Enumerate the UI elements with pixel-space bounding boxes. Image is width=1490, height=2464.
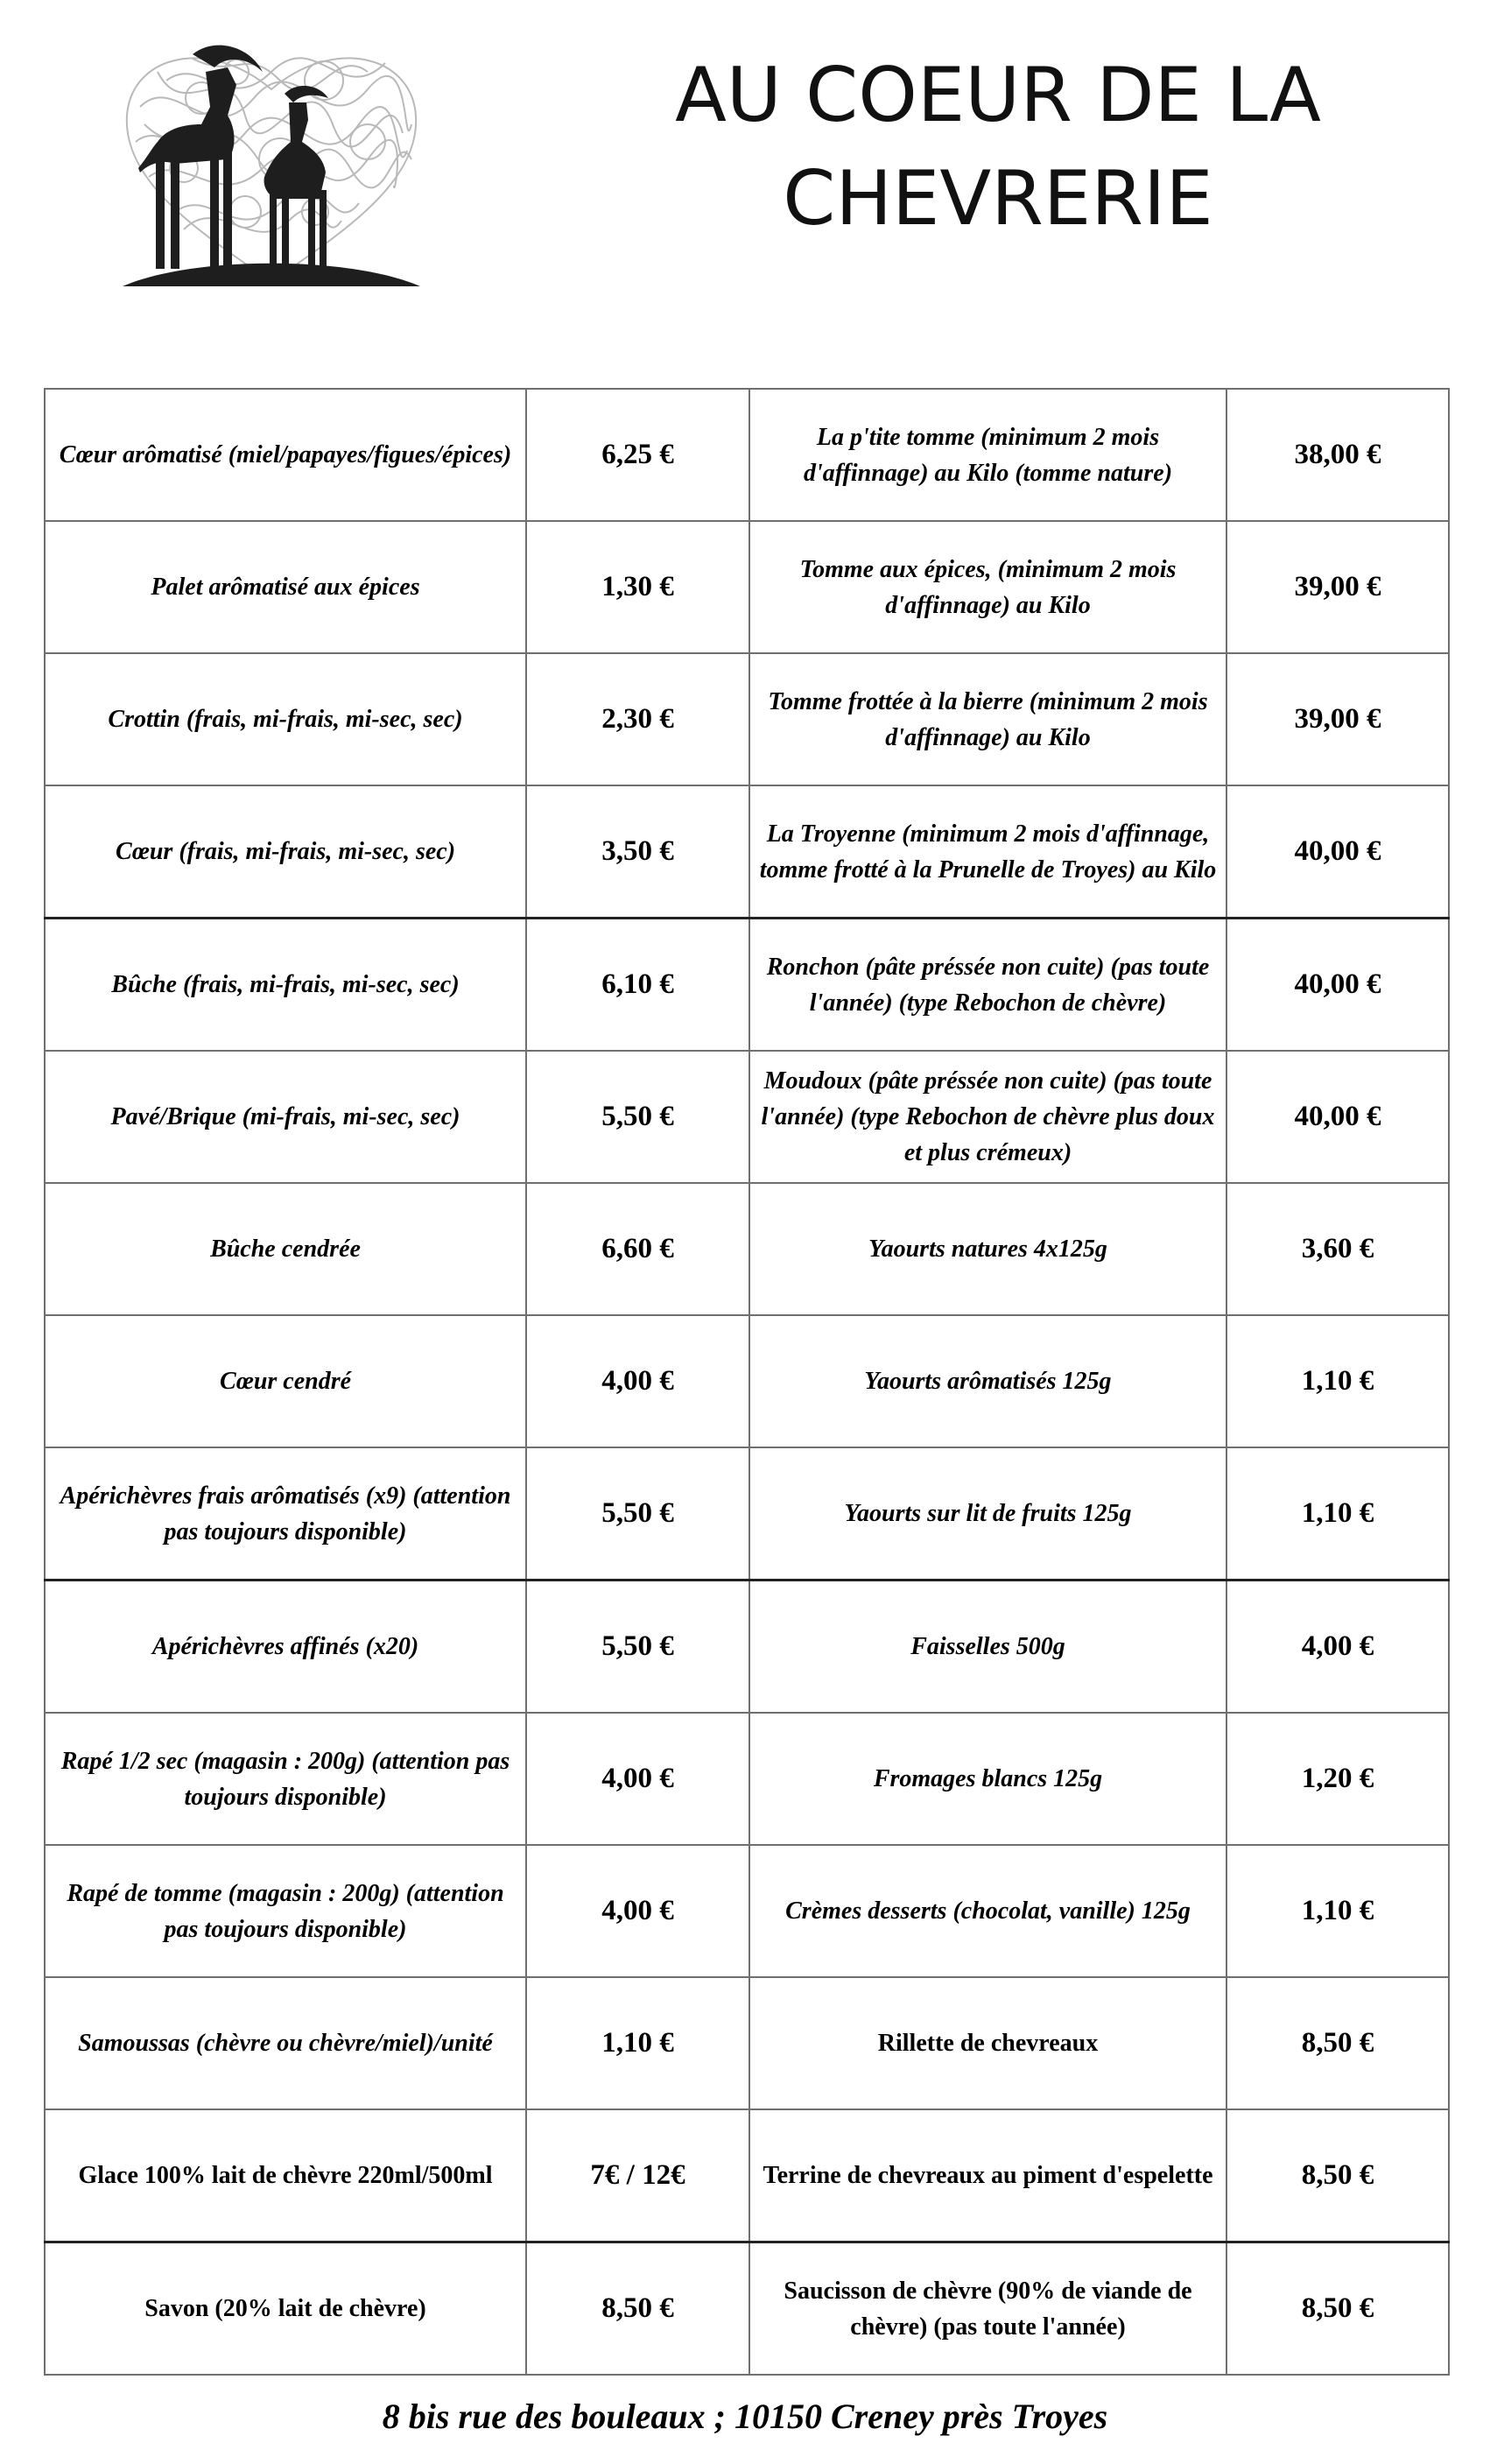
product-name: Rillette de chevreaux — [749, 1977, 1226, 2109]
table-row — [45, 1713, 1449, 1845]
table-row — [45, 919, 1449, 1052]
price-table — [44, 388, 1450, 2376]
product-name: Apérichèvres affinés (x20) — [45, 1580, 526, 1714]
product-name: Bûche (frais, mi-frais, mi-sec, sec) — [45, 919, 526, 1052]
product-price: 8,50 € — [1226, 1977, 1449, 2109]
product-price: 1,10 € — [1226, 1315, 1449, 1447]
product-name: Apérichèvres frais arômatisés (x9) (attention pas toujours disponible) — [45, 1447, 526, 1580]
product-name: Ronchon (pâte préssée non cuite) (pas toute l'année) (type Rebochon de chèvre) — [749, 919, 1226, 1052]
address-footer: 8 bis rue des bouleaux ; 10150 Creney près Troyes — [382, 2397, 1108, 2436]
table-row — [45, 1315, 1449, 1447]
product-price: 4,00 € — [526, 1845, 749, 1977]
product-name: Terrine de chevreaux au piment d'espelette — [749, 2109, 1226, 2242]
product-price: 4,00 € — [526, 1713, 749, 1845]
product-price: 39,00 € — [1226, 521, 1449, 653]
product-price: 5,50 € — [526, 1447, 749, 1580]
product-name: Saucisson de chèvre (90% de viande de chèvre) (pas toute l'année) — [749, 2242, 1226, 2376]
table-row — [45, 1447, 1449, 1580]
title-line-2: CHEVRERIE — [783, 155, 1213, 243]
product-price: 40,00 € — [1226, 785, 1449, 919]
table-row — [45, 1977, 1449, 2109]
product-price: 1,10 € — [1226, 1447, 1449, 1580]
product-name: Pavé/Brique (mi-frais, mi-sec, sec) — [45, 1051, 526, 1183]
product-price: 7€ / 12€ — [526, 2109, 749, 2242]
product-price: 38,00 € — [1226, 389, 1449, 521]
product-name: Yaourts arômatisés 125g — [749, 1315, 1226, 1447]
product-price: 1,20 € — [1226, 1713, 1449, 1845]
product-name: Moudoux (pâte préssée non cuite) (pas toute l'année) (type Rebochon de chèvre plus doux et plus crémeux) — [749, 1051, 1226, 1183]
product-price: 5,50 € — [526, 1580, 749, 1714]
product-name: Yaourts natures 4x125g — [749, 1183, 1226, 1315]
product-name: Cœur arômatisé (miel/papayes/figues/épices) — [45, 389, 526, 521]
table-row — [45, 785, 1449, 919]
product-name: Yaourts sur lit de fruits 125g — [749, 1447, 1226, 1580]
product-name: Glace 100% lait de chèvre 220ml/500ml — [45, 2109, 526, 2242]
product-name: Bûche cendrée — [45, 1183, 526, 1315]
product-name: Palet arômatisé aux épices — [45, 521, 526, 653]
table-row — [45, 521, 1449, 653]
product-price: 1,10 € — [1226, 1845, 1449, 1977]
product-price: 8,50 € — [1226, 2109, 1449, 2242]
product-price: 1,30 € — [526, 521, 749, 653]
product-price: 6,25 € — [526, 389, 749, 521]
product-price: 3,50 € — [526, 785, 749, 919]
product-name: Samoussas (chèvre ou chèvre/miel)/unité — [45, 1977, 526, 2109]
title-line-1: AU COEUR DE LA — [675, 52, 1321, 139]
product-name: Rapé 1/2 sec (magasin : 200g) (attention pas toujours disponible) — [45, 1713, 526, 1845]
product-price: 40,00 € — [1226, 919, 1449, 1052]
product-price: 3,60 € — [1226, 1183, 1449, 1315]
product-price: 6,60 € — [526, 1183, 749, 1315]
product-price: 40,00 € — [1226, 1051, 1449, 1183]
product-price: 39,00 € — [1226, 653, 1449, 785]
product-name: Crèmes desserts (chocolat, vanille) 125g — [749, 1845, 1226, 1977]
product-price: 6,10 € — [526, 919, 749, 1052]
table-row — [45, 653, 1449, 785]
product-name: La p'tite tomme (minimum 2 mois d'affinnage) au Kilo (tomme nature) — [749, 389, 1226, 521]
product-name: La Troyenne (minimum 2 mois d'affinnage, tomme frotté à la Prunelle de Troyes) au Kilo — [749, 785, 1226, 919]
product-name: Tomme frottée à la bierre (minimum 2 mois d'affinnage) au Kilo — [749, 653, 1226, 785]
product-price: 4,00 € — [526, 1315, 749, 1447]
product-name: Rapé de tomme (magasin : 200g) (attention pas toujours disponible) — [45, 1845, 526, 1977]
table-row — [45, 1845, 1449, 1977]
table-row — [45, 1183, 1449, 1315]
product-name: Cœur cendré — [45, 1315, 526, 1447]
product-name: Faisselles 500g — [749, 1580, 1226, 1714]
page-title — [578, 44, 1418, 250]
product-name: Cœur (frais, mi-frais, mi-sec, sec) — [45, 785, 526, 919]
product-price: 8,50 € — [526, 2242, 749, 2376]
table-row — [45, 2109, 1449, 2242]
product-price: 5,50 € — [526, 1051, 749, 1183]
product-name: Fromages blancs 125g — [749, 1713, 1226, 1845]
product-price: 2,30 € — [526, 653, 749, 785]
table-row — [45, 1051, 1449, 1183]
table-row — [45, 1580, 1449, 1714]
product-name: Savon (20% lait de chèvre) — [45, 2242, 526, 2376]
product-name: Crottin (frais, mi-frais, mi-sec, sec) — [45, 653, 526, 785]
product-name: Tomme aux épices, (minimum 2 mois d'affinnage) au Kilo — [749, 521, 1226, 653]
product-price: 1,10 € — [526, 1977, 749, 2109]
table-row — [45, 2242, 1449, 2376]
product-price: 4,00 € — [1226, 1580, 1449, 1714]
table-row — [45, 389, 1449, 521]
goat-logo-icon — [105, 19, 438, 299]
product-price: 8,50 € — [1226, 2242, 1449, 2376]
